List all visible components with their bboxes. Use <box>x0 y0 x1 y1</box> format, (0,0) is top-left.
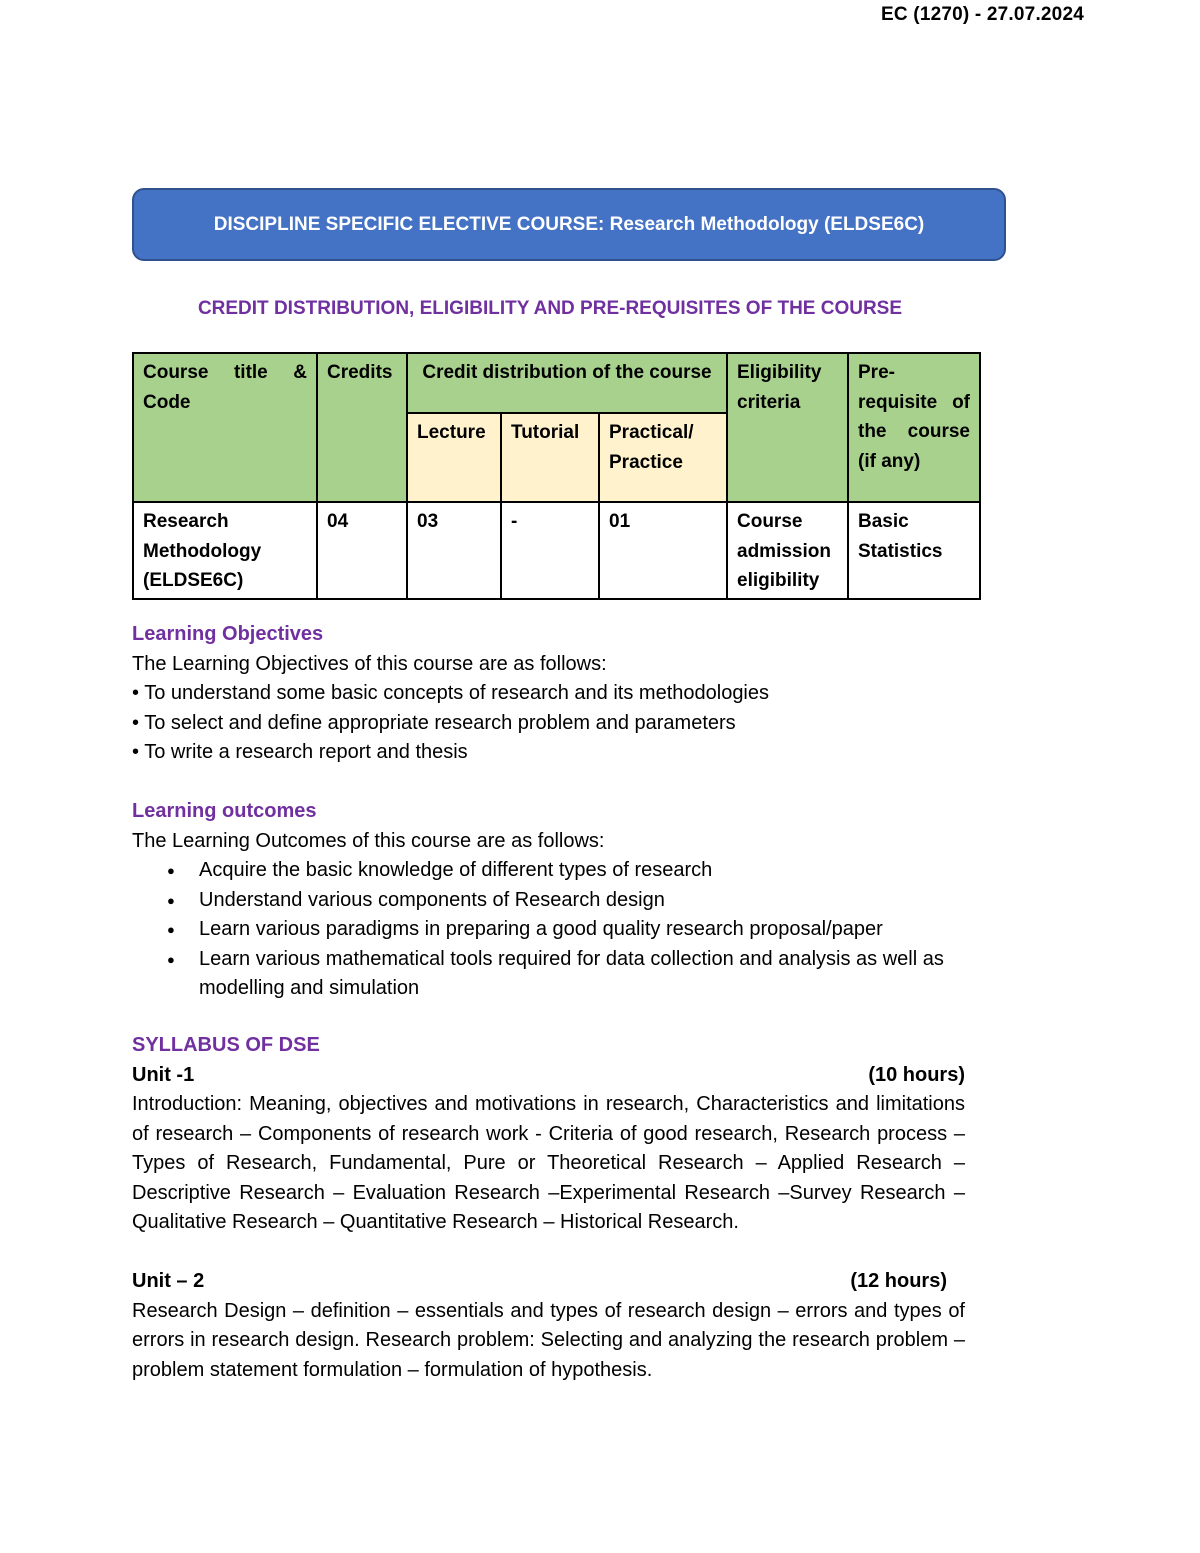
unit-1-content: Introduction: Meaning, objectives and motivations in research, Characteristics and limitations of research – Components of research work - Criteria of good research, Research process – Types of Research, Fundamental, Pure or Theoretical Research – Applied Research –Descriptive Research – Evaluation Research –Experimental Research –Survey Research – Qualitative Research – Quantitative Research – Historical Research. <box>132 1093 965 1233</box>
credit-section-heading: CREDIT DISTRIBUTION, ELIGIBILITY AND PRE-REQUISITES OF THE COURSE <box>197 298 903 319</box>
learning-objectives-heading: Learning Objectives <box>132 623 324 645</box>
learning-outcomes-section <box>132 797 1012 1004</box>
unit-2-header <box>132 1267 965 1297</box>
cell-credits: 04 <box>317 502 407 599</box>
learning-outcomes-heading: Learning outcomes <box>132 800 317 822</box>
document-reference: EC (1270) - 27.07.2024 <box>881 4 1084 25</box>
objective-item: • To understand some basic concepts of research and its methodologies <box>132 682 770 704</box>
unit-2-title: Unit – 2 <box>132 1270 205 1292</box>
header-tutorial: Tutorial <box>501 413 599 502</box>
header-prerequisite: Pre-requisite of the course (if any) <box>848 353 980 502</box>
header-credits: Credits <box>317 353 407 502</box>
unit-1-hours: (10 hours) <box>868 1063 965 1086</box>
cell-eligibility: Course admission eligibility <box>727 502 848 599</box>
outcome-item: ● Learn various mathematical tools required for data collection and analysis as well as modelling and simulation <box>132 945 1012 1004</box>
course-banner-title: DISCIPLINE SPECIFIC ELECTIVE COURSE: Research Methodology (ELDSE6C) <box>213 213 925 235</box>
unit-2-hours: (12 hours) <box>850 1270 947 1292</box>
objective-item: • To select and define appropriate research problem and parameters <box>132 711 736 734</box>
course-banner <box>132 188 1006 261</box>
unit-2-content: Research Design – definition – essentials and types of research design – errors and types of errors in research design. Research problem: Selecting and analyzing the research problem – problem statement formulation – formulation of hypothesis. <box>132 1299 965 1381</box>
outcome-item: ● Learn various paradigms in preparing a good quality research proposal/paper <box>132 915 1012 945</box>
unit-1-title: Unit -1 <box>132 1063 195 1086</box>
header-course-title: Course title & Code <box>133 353 317 502</box>
header-practical: Practical/ Practice <box>599 413 727 502</box>
outcome-item: ● Acquire the basic knowledge of different types of research <box>132 856 1012 886</box>
learning-objectives-intro: The Learning Objectives of this course are as follows: <box>132 652 607 675</box>
cell-lecture: 03 <box>407 502 501 599</box>
syllabus-heading: SYLLABUS OF DSE <box>132 1034 320 1056</box>
cell-tutorial: - <box>501 502 599 599</box>
unit-1-header <box>132 1061 965 1091</box>
cell-practical: 01 <box>599 502 727 599</box>
outcomes-list <box>132 856 1012 1004</box>
outcome-item: ● Understand various components of Research design <box>132 886 1012 916</box>
header-eligibility: Eligibility criteria <box>727 353 848 502</box>
cell-course-title: Research Methodology (ELDSE6C) <box>133 502 317 599</box>
header-credit-distribution: Credit distribution of the course <box>407 353 727 413</box>
learning-objectives-section <box>132 620 1012 768</box>
syllabus-section <box>132 1031 965 1385</box>
credit-distribution-table <box>132 352 981 600</box>
header-lecture: Lecture <box>407 413 501 502</box>
learning-outcomes-intro: The Learning Outcomes of this course are as follows: <box>132 829 605 852</box>
table-row <box>133 502 980 599</box>
cell-prerequisite: Basic Statistics <box>848 502 980 599</box>
objective-item: • To write a research report and thesis <box>132 741 468 763</box>
